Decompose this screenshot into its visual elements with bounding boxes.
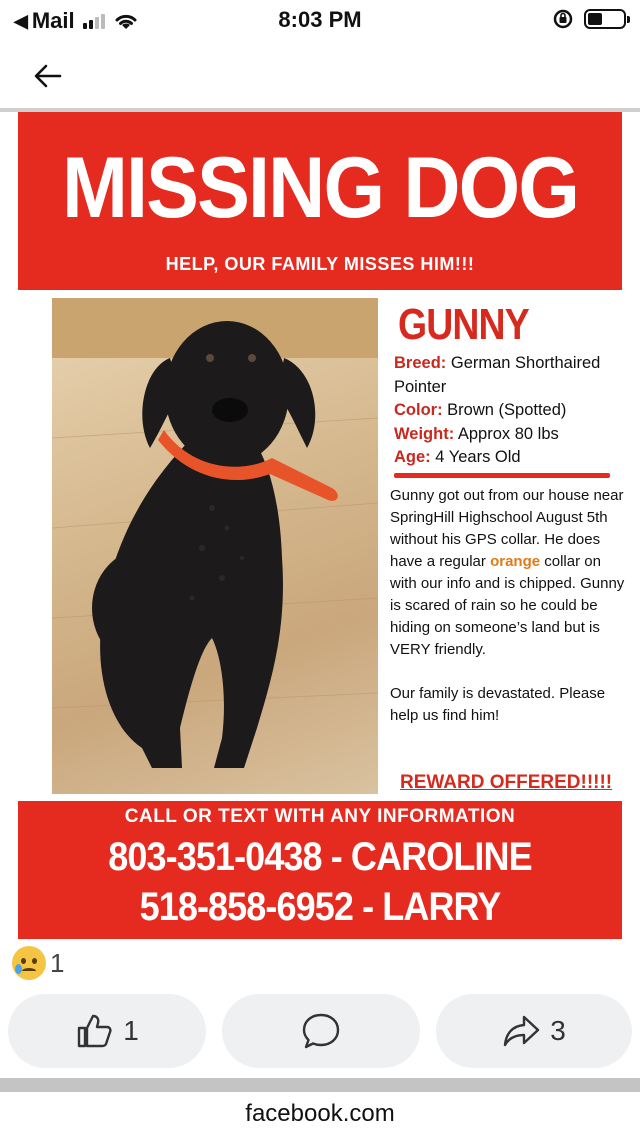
reaction-count: 1	[50, 947, 65, 978]
like-button[interactable]	[8, 994, 206, 1068]
poster-banner	[18, 112, 622, 290]
poster-subtitle: HELP, OUR FAMILY MISSES HIM!!!	[165, 254, 475, 274]
share-count: 3	[550, 1015, 566, 1046]
contact-phone-larry: 518-858-6952 - LARRY	[139, 885, 501, 929]
contact-phone-caroline: 803-351-0438 - CAROLINE	[108, 835, 532, 879]
battery-icon	[584, 9, 626, 29]
story-paragraph: Gunny got out from our house near SpringHill Highschool August 5th without his GPS collar. He does have a regular orange collar on with our info and is chipped. Gunny is scared of rain so he could be hiding on someone’s land but is VERY friendly.	[390, 487, 625, 658]
browser-bar	[0, 1078, 640, 1136]
status-bar	[0, 0, 640, 40]
comment-bubble-icon	[301, 1011, 341, 1051]
share-arrow-icon	[502, 1012, 540, 1050]
contact-heading: CALL OR TEXT WITH ANY INFORMATION	[124, 806, 516, 827]
missing-dog-poster[interactable]	[16, 112, 624, 942]
dog-name: GUNNY	[398, 300, 529, 349]
back-app-label: Mail	[31, 8, 75, 33]
fact-breed: Breed: German Shorthaired Pointer	[394, 354, 601, 396]
dog-story	[390, 485, 630, 727]
reaction-summary[interactable]	[12, 946, 64, 980]
poster-title: MISSING DOG	[61, 140, 579, 236]
fact-weight: Weight: Approx 80 lbs	[394, 424, 559, 443]
reward-text: REWARD OFFERED!!!!!	[400, 772, 613, 793]
clock: 8:03 PM	[278, 7, 362, 32]
divider-line	[394, 473, 610, 478]
thumbs-up-icon	[75, 1012, 113, 1050]
share-button[interactable]	[436, 994, 632, 1068]
dog-facts	[394, 352, 624, 470]
story-plea: Our family is devastated. Please help us find him!	[390, 685, 606, 724]
comment-button[interactable]	[222, 994, 420, 1068]
crying-face-icon	[12, 946, 46, 980]
like-count: 1	[123, 1015, 139, 1046]
nav-bar	[0, 44, 640, 108]
dog-photo	[52, 298, 378, 794]
action-bar	[0, 994, 640, 1070]
browser-strip	[0, 1078, 640, 1092]
url-label[interactable]: facebook.com	[245, 1100, 395, 1127]
back-arrow-icon[interactable]	[30, 58, 66, 94]
orientation-lock-icon	[552, 8, 574, 30]
fact-color: Color: Brown (Spotted)	[394, 401, 567, 419]
fact-age: Age: 4 Years Old	[394, 448, 521, 466]
back-triangle-icon: ◀	[14, 10, 28, 31]
contact-banner	[18, 801, 622, 939]
